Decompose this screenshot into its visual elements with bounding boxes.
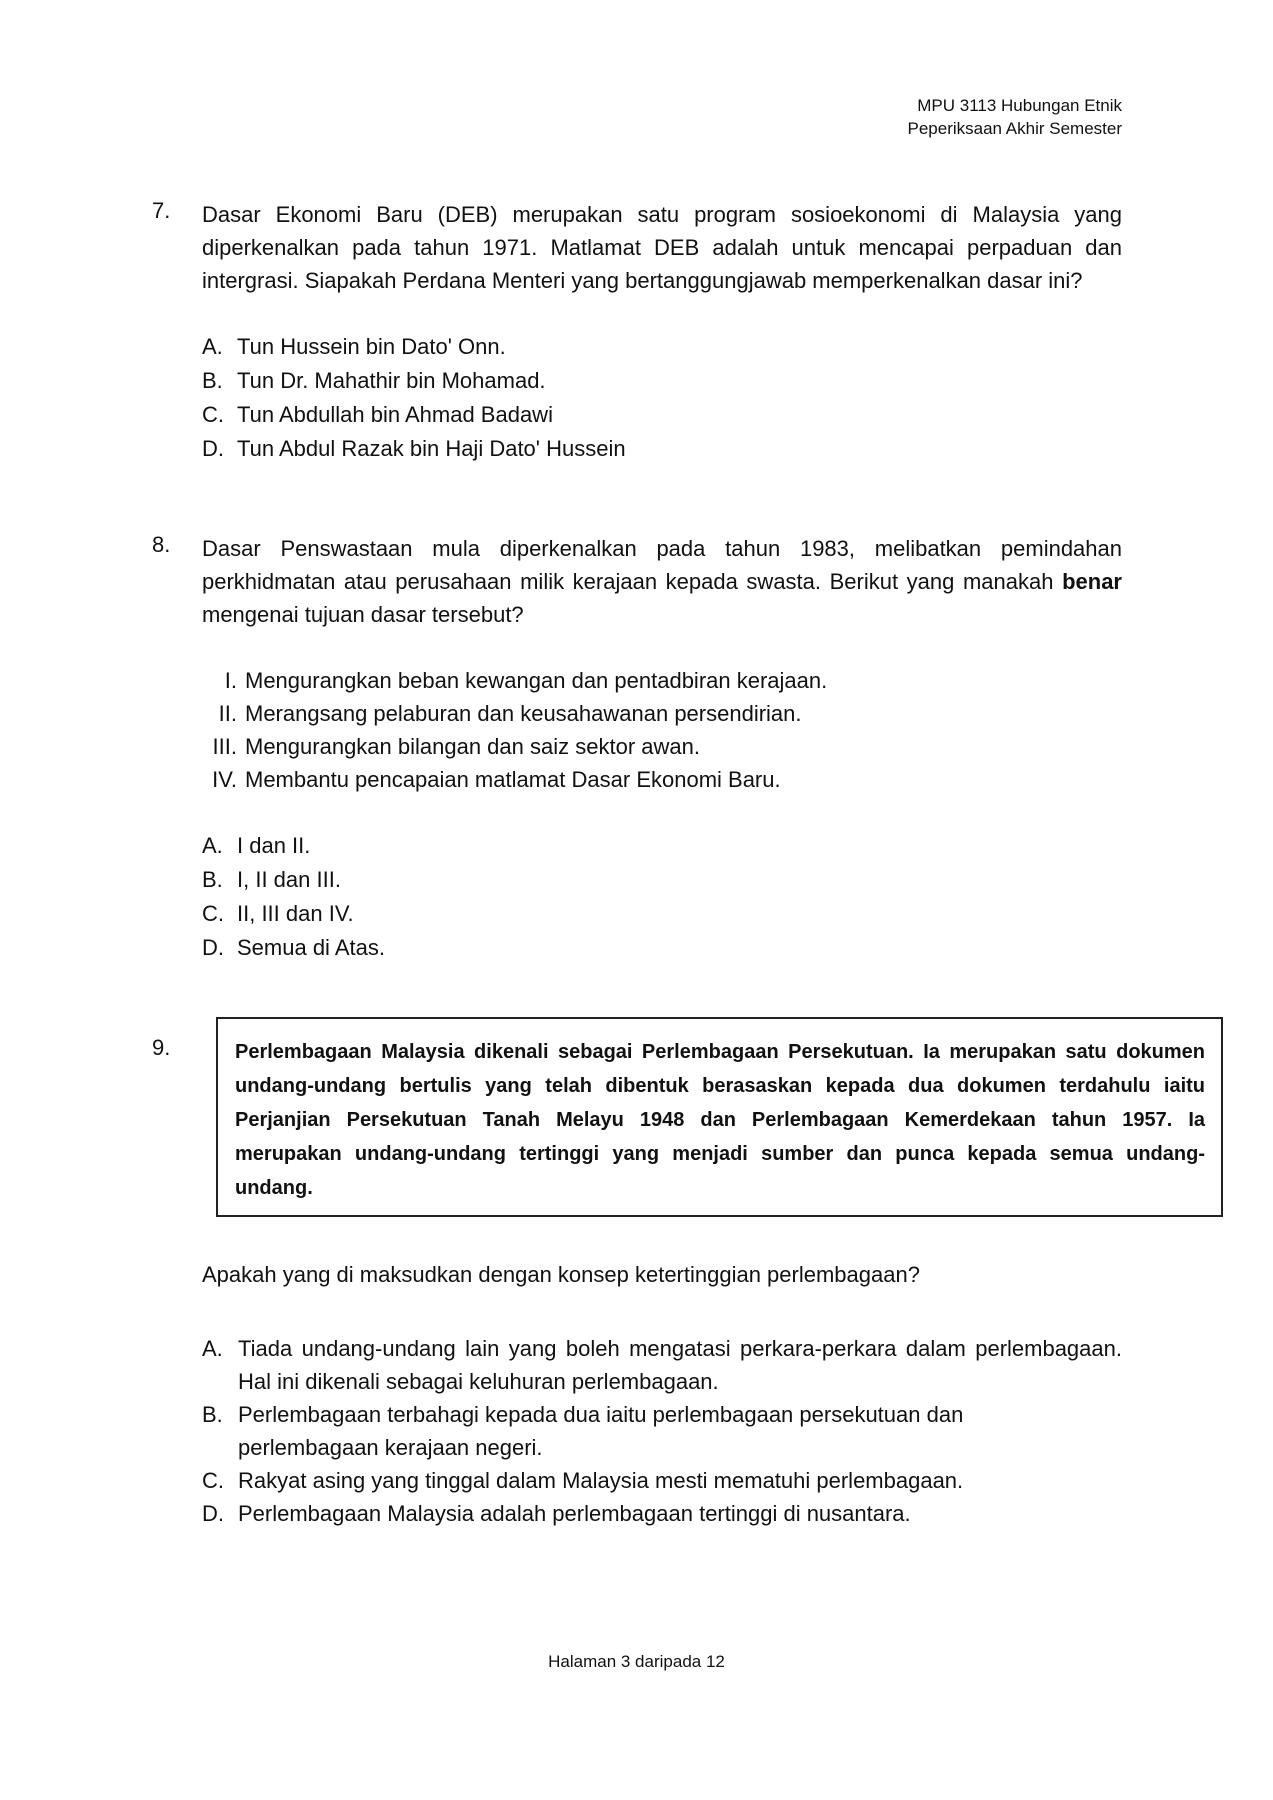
statement-text: Membantu pencapaian matlamat Dasar Ekonomi Baru. [245, 767, 781, 792]
option-a [202, 829, 1122, 863]
stem-text: mengenai tujuan dasar tersebut? [202, 602, 524, 627]
statement-text: Mengurangkan bilangan dan saiz sektor awan. [245, 734, 700, 759]
option-c [202, 398, 1122, 432]
statement-label: II. [218, 701, 237, 726]
question-number: 8. [152, 532, 171, 557]
option-d [202, 1497, 1122, 1530]
statement-iii [192, 730, 1122, 763]
option-label: C. [202, 1468, 224, 1493]
option-label: C. [202, 901, 224, 926]
passage-box: Perlembagaan Malaysia dikenali sebagai Perlembagaan Persekutuan. Ia merupakan satu dokumen undang-undang bertulis yang telah dibentuk berasaskan kepada dua dokumen terdahulu iaitu Perjanjian Persekutuan Tanah Melayu 1948 dan Perlembagaan Kemerdekaan tahun 1957. Ia merupakan undang-undang tertinggi yang menjadi sumber dan punca kepada semua undang-undang. [216, 1017, 1223, 1217]
option-text: Perlembagaan Malaysia adalah perlembagaan tertinggi di nusantara. [238, 1501, 911, 1526]
options-list [202, 330, 1122, 466]
option-label: D. [202, 935, 224, 960]
option-d [202, 432, 1122, 466]
statement-i [192, 664, 1122, 697]
statement-text: Merangsang pelaburan dan keusahawanan persendirian. [245, 701, 802, 726]
option-a [202, 330, 1122, 364]
option-text: Semua di Atas. [237, 935, 385, 960]
question-7 [152, 198, 1122, 466]
statement-ii [192, 697, 1122, 730]
option-text: Tiada undang-undang lain yang boleh mengatasi perkara-perkara dalam perlembagaan. Hal ini dikenali sebagai keluhuran perlembagaan. [238, 1336, 1122, 1394]
option-text: Perlembagaan terbahagi kepada dua iaitu perlembagaan persekutuan dan perlembagaan kerajaan negeri. [238, 1402, 964, 1460]
option-text: I, II dan III. [237, 867, 341, 892]
page-footer: Halaman 3 daripada 12 [548, 1652, 725, 1671]
option-text: I dan II. [237, 833, 311, 858]
option-d [202, 931, 1122, 965]
stem-text: Dasar Penswastaan mula diperkenalkan pada tahun 1983, melibatkan pemindahan perkhidmatan atau perusahaan milik kerajaan kepada swasta. Berikut yang manakah [202, 536, 1122, 594]
question-number: 9. [152, 1035, 171, 1060]
option-label: A. [202, 833, 223, 858]
option-label: A. [202, 1336, 223, 1361]
statement-label: IV. [212, 767, 237, 792]
question-number: 7. [152, 198, 171, 223]
statements-list [192, 664, 1122, 796]
statement-text: Mengurangkan beban kewangan dan pentadbiran kerajaan. [245, 668, 828, 693]
option-label: D. [202, 1501, 224, 1526]
exam-title: Peperiksaan Akhir Semester [907, 119, 1122, 138]
statement-label: III. [212, 734, 237, 759]
option-a [202, 1332, 1122, 1398]
options-list [202, 1332, 1122, 1530]
option-label: C. [202, 402, 224, 427]
question-stem: Dasar Ekonomi Baru (DEB) merupakan satu program sosioekonomi di Malaysia yang diperkenalkan pada tahun 1971. Matlamat DEB adalah untuk mencapai perpaduan dan intergrasi. Siapakah Perdana Menteri yang bertanggungjawab memperkenalkan dasar ini? [202, 202, 1122, 293]
option-c [202, 1464, 1122, 1497]
option-b [202, 364, 1122, 398]
option-text: Tun Hussein bin Dato' Onn. [237, 334, 506, 359]
option-label: B. [202, 368, 223, 393]
option-label: B. [202, 867, 223, 892]
statement-iv [192, 763, 1122, 796]
option-label: D. [202, 436, 224, 461]
options-list [202, 829, 1122, 965]
emphasis-text: benar [1062, 569, 1122, 594]
option-b [202, 1398, 1122, 1464]
option-text: Rakyat asing yang tinggal dalam Malaysia mesti mematuhi perlembagaan. [238, 1468, 964, 1493]
option-text: II, III dan IV. [237, 901, 354, 926]
option-c [202, 897, 1122, 931]
option-b [202, 863, 1122, 897]
option-text: Tun Dr. Mahathir bin Mohamad. [237, 368, 546, 393]
statement-label: I. [224, 668, 237, 693]
question-stem [202, 532, 1122, 631]
option-text: Tun Abdul Razak bin Haji Dato' Hussein [237, 436, 626, 461]
course-title: MPU 3113 Hubungan Etnik [917, 96, 1122, 115]
page-header [908, 94, 1123, 140]
option-text: Tun Abdullah bin Ahmad Badawi [237, 402, 553, 427]
question-8 [152, 532, 1122, 965]
option-label: B. [202, 1402, 223, 1427]
question-stem: Apakah yang di maksudkan dengan konsep ketertinggian perlembagaan? [202, 1262, 920, 1287]
option-label: A. [202, 334, 223, 359]
